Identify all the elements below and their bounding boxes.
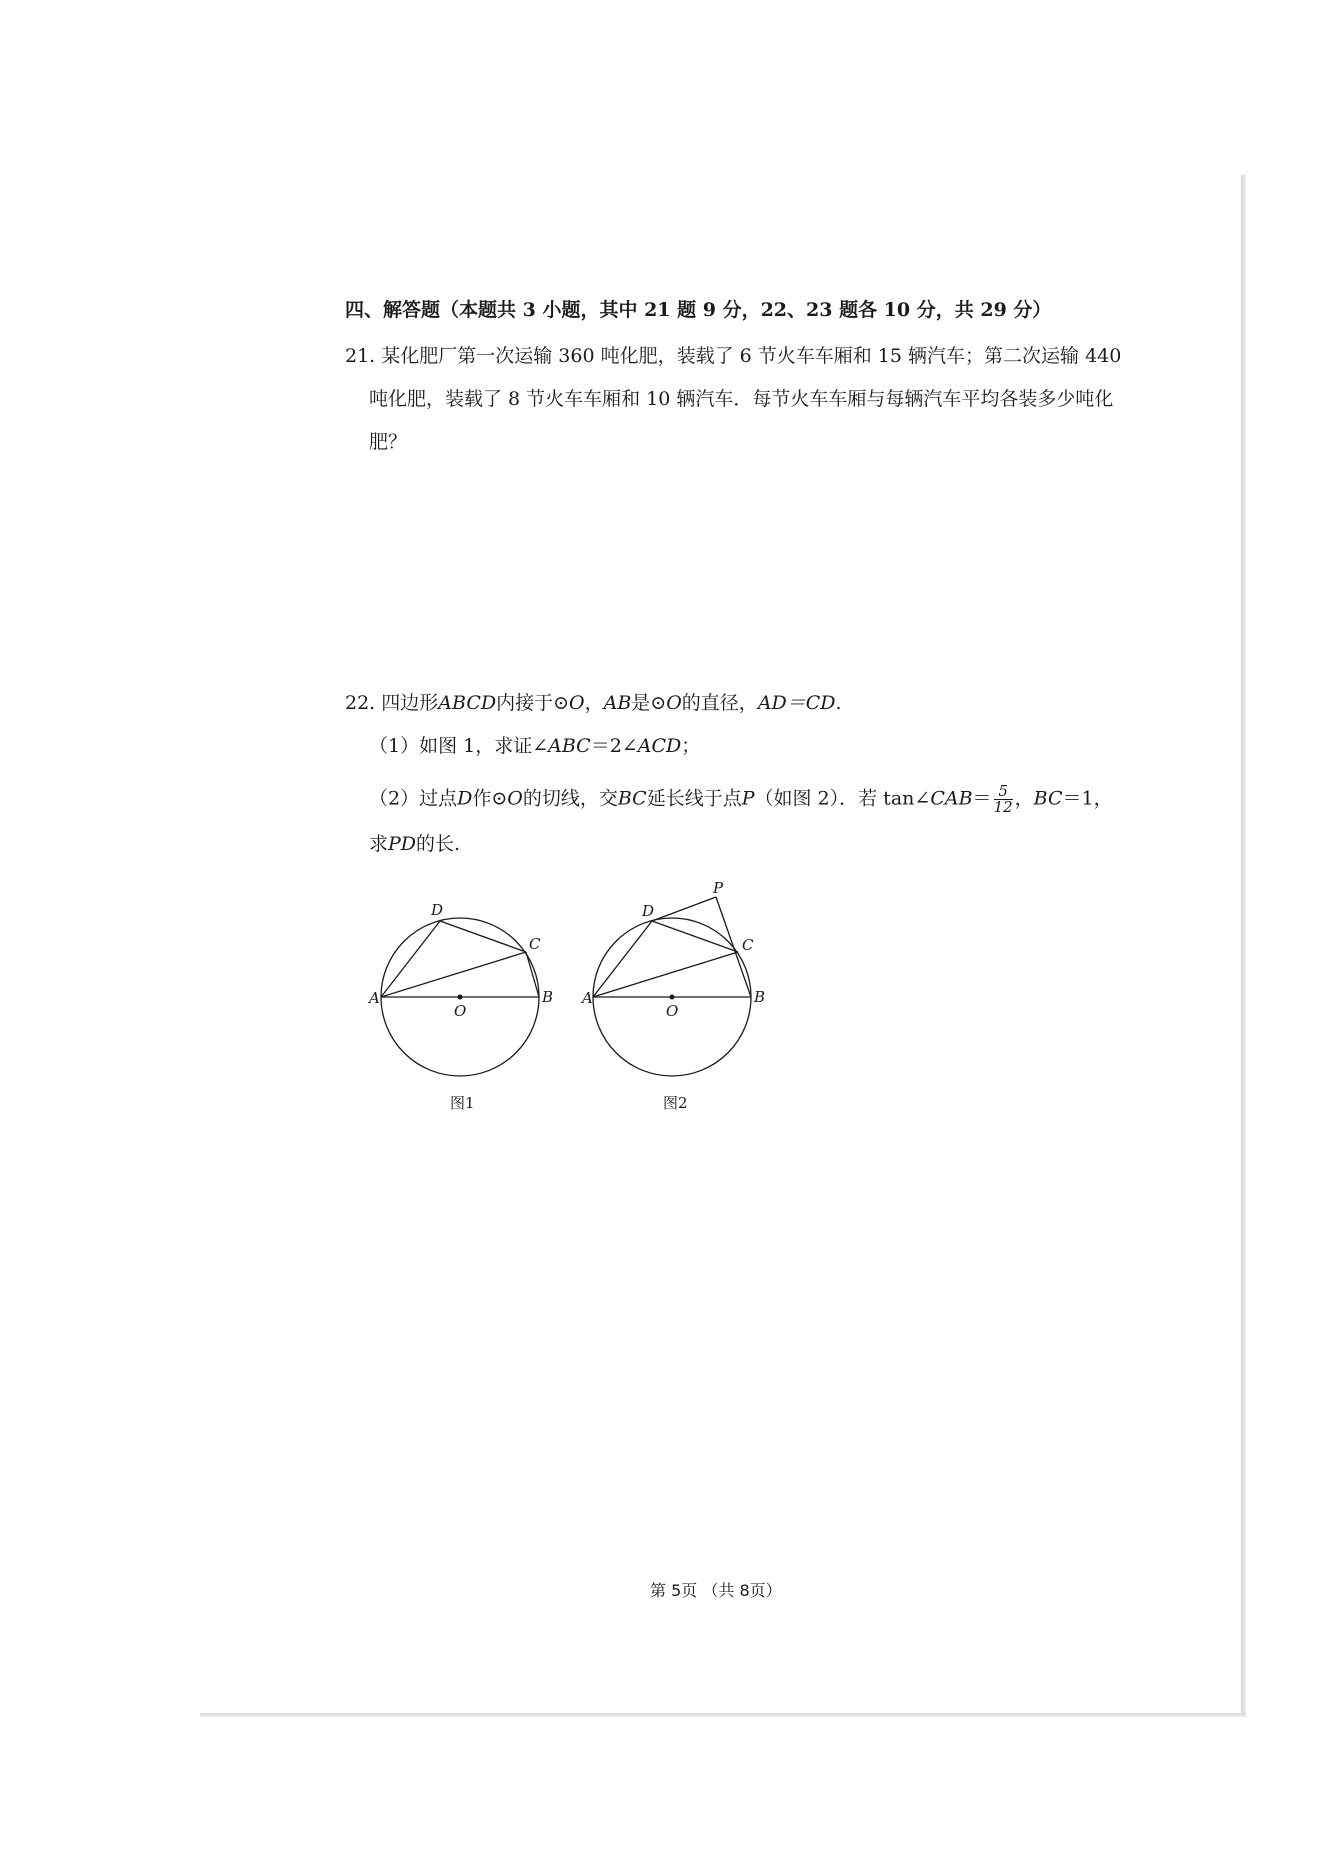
q22-var-ab: AB [603, 692, 632, 714]
q22-part2-text: ， [1014, 787, 1034, 810]
fraction-denominator: 12 [993, 798, 1013, 816]
q22-part2-text: 的长. [416, 833, 461, 855]
q22-var-abcd: ABCD [438, 692, 497, 714]
label-a: A [582, 989, 593, 1007]
figure-1 [365, 895, 560, 1085]
segment-ad [381, 921, 440, 997]
q22-var-acd: ACD [637, 735, 682, 757]
q22-var-cab: CAB [930, 787, 973, 810]
center-point [670, 995, 675, 1000]
segment-ac [381, 952, 526, 997]
q22-part2-text: 延长线于点 [646, 787, 742, 810]
tangent-dp [652, 897, 716, 921]
q21-line-2: 吨化肥，装载了 8 节火车车厢和 10 辆汽车．每节火车车厢与每辆汽车平均各装多少吨化 [369, 388, 1114, 410]
q22-part2-text: 的切线，交 [522, 787, 618, 810]
segment-cb [526, 952, 539, 997]
q21-line-1: 21. 某化肥厂第一次运输 360 吨化肥，装载了 6 节火车车厢和 15 辆汽车；第二次运输 440 [345, 345, 1122, 367]
label-p: P [713, 880, 724, 897]
q22-stem-text: 是⊙ [631, 692, 667, 714]
q22-part2-text: 求 [369, 833, 389, 855]
q22-stem [345, 690, 842, 716]
q22-part-2 [369, 784, 1113, 815]
q22-var-bc: BC [617, 787, 647, 810]
q22-part-2-line-2 [369, 831, 460, 857]
q22-part1-text: ＝2∠ [590, 735, 638, 757]
q22-part2-text: 作⊙ [472, 787, 508, 810]
q22-var-d: D [457, 787, 473, 810]
q22-part1-text: （1）如图 1，求证∠ [369, 735, 549, 757]
segment-dc [440, 921, 526, 952]
label-a: A [369, 989, 380, 1007]
q22-part2-text: （2）过点 [369, 787, 458, 810]
label-b: B [542, 988, 554, 1006]
q22-part2-text: ＝1， [1062, 787, 1113, 810]
q22-var-pd: PD [388, 833, 417, 855]
center-point [458, 995, 463, 1000]
q22-stem-text: . [835, 692, 842, 714]
q22-var-abc: ABC [548, 735, 591, 757]
figure-1-caption: 图1 [450, 1094, 475, 1112]
q22-part2-text: ＝ [972, 787, 992, 810]
q22-stem-text: 四边形 [381, 692, 439, 714]
q22-var-o: O [569, 692, 585, 714]
fraction-numerator: 5 [994, 784, 1013, 800]
tan-fraction [994, 784, 1013, 815]
q22-stem-text: ， [584, 692, 604, 714]
q22-stem-text: 内接于⊙ [496, 692, 570, 714]
section-heading: 四、解答题（本题共 3 小题，其中 21 题 9 分，22、23 题各 10 分，共 29 分） [345, 299, 1052, 321]
label-c: C [742, 936, 754, 954]
label-o: O [666, 1002, 679, 1020]
q22-part-1 [369, 733, 700, 759]
label-d: D [431, 901, 444, 919]
label-o: O [454, 1002, 467, 1020]
q22-stem-text: 的直径， [681, 692, 758, 714]
q22-var-o: O [666, 692, 682, 714]
q21-line-3: 肥？ [369, 431, 408, 453]
q22-number: 22. [345, 692, 376, 714]
q22-part1-text: ； [681, 735, 701, 757]
figure-2-caption: 图2 [663, 1094, 688, 1112]
q22-var-p: P [741, 787, 755, 810]
label-c: C [529, 935, 541, 953]
segment-ad [593, 921, 652, 997]
page-edge-shadow-bottom [200, 1713, 1246, 1717]
q22-var-bc: BC [1033, 787, 1063, 810]
q22-var-eq: AD＝CD [757, 692, 836, 714]
segment-ac [593, 952, 738, 997]
page-footer: 第 5页 （共 8页） [650, 1581, 782, 1600]
segment-dc [652, 921, 738, 952]
figure-2 [580, 880, 780, 1085]
label-d: D [642, 902, 655, 920]
q22-var-o: O [507, 787, 523, 810]
label-b: B [754, 988, 766, 1006]
page-edge-shadow-right [1241, 175, 1246, 1717]
q22-part2-text: （如图 2）．若 tan∠ [754, 787, 931, 810]
